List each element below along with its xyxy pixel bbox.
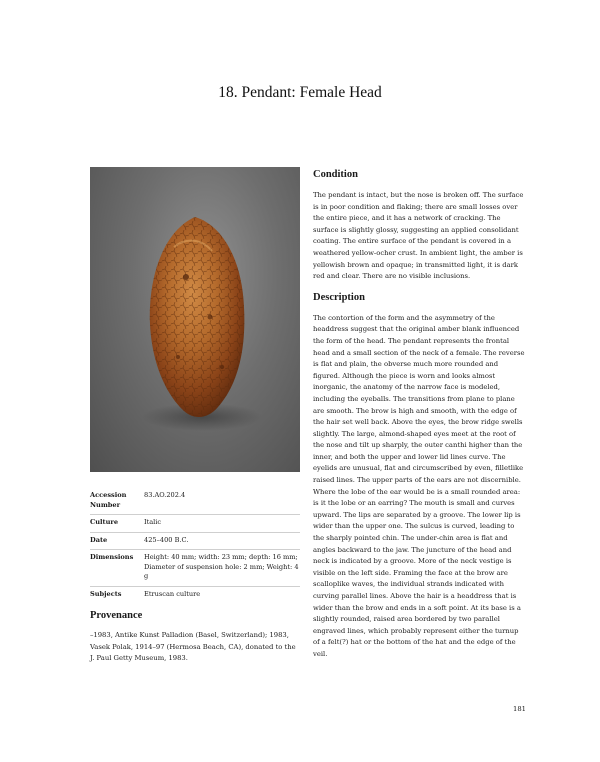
metadata-row	[90, 587, 300, 604]
right-column	[313, 169, 525, 661]
metadata-value: 83.AO.202.4	[144, 491, 186, 499]
metadata-row	[90, 550, 300, 587]
metadata-value: 425–400 B.C.	[144, 535, 189, 544]
metadata-label: Subjects	[90, 589, 122, 598]
metadata-row	[90, 515, 300, 533]
metadata-label: Accession Number	[90, 491, 127, 509]
page-number: 181	[513, 705, 526, 713]
provenance-heading: Provenance	[90, 610, 143, 621]
amber-pendant-image	[90, 167, 300, 472]
metadata-value: Etruscan culture	[144, 589, 201, 598]
metadata-row	[90, 488, 300, 515]
description-heading: Description	[313, 291, 365, 303]
condition-heading: Condition	[313, 169, 358, 180]
metadata-row	[90, 533, 300, 551]
description-text: The contortion of the form and the asymmetry of the headdress suggest that the original amber blank influenced the form of the head. The pendant represents the frontal head and a small section of the neck of a female. The reverse is flat and plain, the obverse much more rounded and figured. Although the piece is worn and looks almost inorganic, the anatomy of the narrow face is modeled, including the eyeballs. The transitions from plane to plane are smooth. The brow is high and smooth, with the edge of the hair set well back. Above the eyes, the brow ridge swells slightly. The large, almond-shaped eyes meet at the root of the nose and tilt up sharply, the outer canthi higher than the inner, and both the upper and lower lid lines curve. The eyelids are unusual, flat and circumscribed by even, filletlike raised lines. The upper parts of the ears are not discernible. Where the lobe of the ear would be is a small rounded area: is it the lobe or an earring? The mouth is small and curves upward. The lips are separated by a groove. The lower lip is wider than the upper one. The sulcus is curved, leading to the sharply pointed chin. The under-chin area is flat and angles backward to the jaw. The juncture of the head and neck is indicated by a groove. More of the neck vestige is visible on the left side. Framing the face at the brow are scalloplike waves, the individual strands indicated with curving parallel lines. Above the hair is a headdress that is wider than the brow and ends in a soft point. At its base is a slightly rounded, raised area bordered by two parallel engraved lines, which probably represent either the turnup of a felt(?) hat or the bottom of the hat and the edge of the veil.	[313, 313, 525, 658]
metadata-table	[90, 488, 300, 603]
metadata-value: Height: 40 mm; width: 23 mm; depth: 16 mm; Diameter of suspension hole: 2 mm; Weight: 4 g	[144, 553, 299, 580]
condition-text: The pendant is intact, but the nose is broken off. The surface is in poor condition and flaking; there are small losses over the entire piece, and it has a network of cracking. The surface is slightly glossy, suggesting an applied consolidant coating. The entire surface of the pendant is covered in a weathered yellow-ocher crust. In ambient light, the amber is yellowish brown and opaque; in transmitted light, it is dark red and clear. There are no visible inclusions.	[313, 191, 524, 281]
metadata-label: Dimensions	[90, 553, 134, 561]
metadata-value: Italic	[144, 518, 162, 526]
provenance-text: –1983, Antike Kunst Palladion (Basel, Switzerland); 1983, Vasek Polak, 1914–97 (Hermosa Beach, CA), donated to the J. Paul Getty Museum, 1983.	[90, 631, 296, 663]
page-title: 18. Pendant: Female Head	[218, 84, 382, 101]
pendant-photo	[90, 167, 300, 472]
metadata-label: Culture	[90, 518, 119, 526]
metadata-label: Date	[90, 535, 108, 544]
